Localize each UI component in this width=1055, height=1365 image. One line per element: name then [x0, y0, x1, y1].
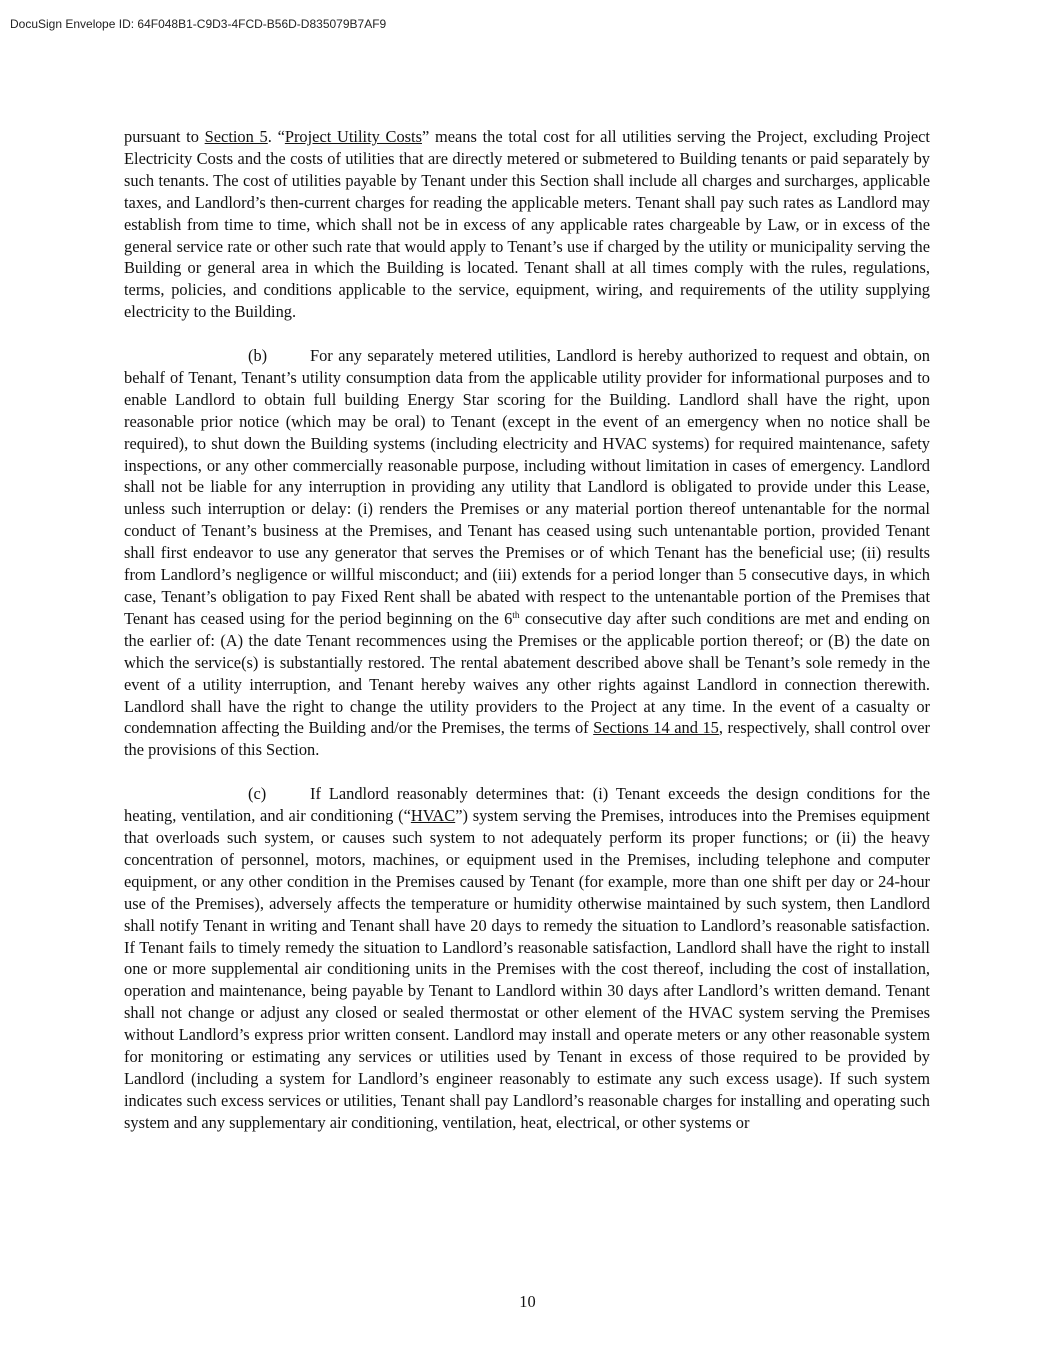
para-a-text-3: ” means the total cost for all utilities serving the Project, excluding Project Electricity Costs and the costs of utilities that are directly metered or submetered to Building tenants or paid separately by such tenants. The cost of utilities payable by Tenant under this Section shall include all charges and surcharges, applicable taxes, and Landlord’s then-current charges for reading the applicable meters. Tenant shall pay such rates as Landlord may establish from time to time, which shall not be in excess of any applicable rates chargeable by Law, or in excess of the general service rate or other such rate that would apply to Tenant’s use if charged by the utility or municipality serving the Building or general area in which the Building is located. Tenant shall at all times comply with the rules, regulations, terms, policies, and conditions applicable to the service, equipment, wiring, and requirements of the utility supplying electricity to the Building. [124, 127, 930, 322]
para-c-text-1: If Landlord reasonably determines that: (i) Tenant exceeds the design conditions for the heating, ventilation, and air conditioning (“ [124, 784, 930, 826]
project-utility-costs-term: Project Utility Costs [284, 127, 422, 146]
para-b-text-3: , respectively, shall control over the provisions of this Section. [124, 718, 930, 760]
sections-14-15-reference: Sections 14 and 15 [593, 718, 719, 738]
para-b-text-1: For any separately metered utilities, Landlord is hereby authorized to request and obtain, on behalf of Tenant, Tenant’s utility consumption data from the applicable utility provider for informational purposes and to enable Landlord to obtain full building Energy Star scoring for the Building. Landlord shall have the right, upon reasonable prior notice (which may be oral) to Tenant (except in the event of an emergency when no notice shall be required), to shut down the Building systems (including electricity and HVAC systems) for required maintenance, safety inspections, or any other commercially reasonable purpose, including without limitation in cases of emergency. Landlord shall not be liable for any interruption in providing any utility that Landlord is obligated to provide under this Lease, unless such interruption or delay: (i) renders the Premises or any material portion thereof untenantable for the normal conduct of Tenant’s business at the Premises, and Tenant has ceased using such untenantable portion, provided Tenant shall first endeavor to use any generator that serves the Premises or of which Tenant has the beneficial use; (ii) results from Landlord’s negligence or willful misconduct; and (iii) extends for a period longer than 5 consecutive days, in which case, Tenant’s obligation to pay Fixed Rent shall be abated with respect to the untenantable portion of the Premises that Tenant has ceased using for the period beginning on the 6 [124, 346, 930, 628]
paragraph-b [124, 345, 930, 761]
section-5-reference: Section 5 [204, 127, 268, 146]
ordinal-superscript: th [512, 610, 520, 621]
hvac-term: HVAC [410, 806, 456, 826]
lease-page-body [124, 126, 930, 1156]
para-b-text-2: consecutive day after such conditions are met and ending on the earlier of: (A) the date Tenant recommences using the Premises or the applicable portion thereof; or (B) the date on which the service(s) is substantially restored. The rental abatement described above shall be Tenant’s sole remedy in the event of a utility interruption, and Tenant hereby waives any other rights against Landlord in connection therewith. Landlord shall have the right to change the utility providers to the Project at any time. In the event of a casualty or condemnation affecting the Building and/or the Premises, the terms of [124, 608, 930, 738]
paragraph-c [124, 783, 930, 1134]
paragraph-b-label: (b) [248, 346, 268, 366]
paragraph-c-label: (c) [248, 784, 267, 804]
para-c-text-2: ”) system serving the Premises, introduces into the Premises equipment that overloads such system, or causes such system to not adequately perform its proper functions; or (ii) the heavy concentration of personnel, motors, machines, or equipment used in the Premises, including telephone and computer equipment, or any other condition in the Premises caused by Tenant (for example, more than one shift per day or 24-hour use of the Premises), adversely affects the temperature or humidity otherwise maintained by such system, then Landlord shall notify Tenant in writing and Tenant shall have 20 days to remedy the situation to Landlord’s reasonable satisfaction. If Tenant fails to timely remedy the situation to Landlord’s reasonable satisfaction, Landlord shall have the right to install one or more supplemental air conditioning units in the Premises with the cost thereof, including the cost of installation, operation and maintenance, being payable by Tenant to Landlord within 30 days after Landlord’s written demand. Tenant shall not change or adjust any closed or sealed thermostat or other element of the HVAC system serving the Premises without Landlord’s express prior written consent. Landlord may install and operate meters or any other reasonable system for monitoring or estimating any services or utilities used by Tenant in excess of those required to be provided by Landlord (including a system for Landlord’s engineer reasonably to estimate any such excess usage). If such system indicates such excess services or utilities, Tenant shall pay Landlord’s reasonable charges for installing and operating such system and any supplementary air conditioning, ventilation, heat, electrical, or other systems or [124, 806, 930, 1132]
para-a-text-1: pursuant to [124, 127, 205, 146]
docusign-envelope-id: DocuSign Envelope ID: 64F048B1-C9D3-4FCD-B56D-D835079B7AF9 [10, 17, 387, 31]
page-number: 10 [519, 1292, 536, 1311]
para-a-text-2: . “ [267, 127, 285, 146]
paragraph-a-continued [124, 126, 930, 323]
